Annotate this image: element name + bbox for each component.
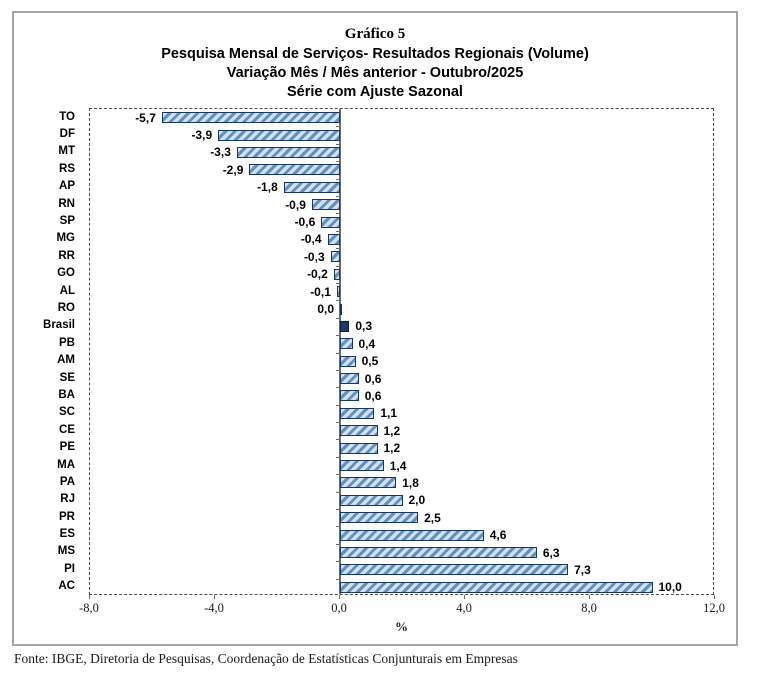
category-label: SE [59, 371, 75, 384]
bar-value-label: 1,2 [383, 441, 401, 456]
bar-value-label: -3,3 [210, 145, 231, 160]
bar-value-label: 1,8 [402, 475, 419, 490]
zero-axis-tick [336, 474, 340, 475]
bar-value-label: 0,4 [358, 336, 376, 351]
bar [340, 460, 384, 471]
category-label: AC [58, 580, 75, 593]
x-tick-label: -8,0 [79, 601, 99, 615]
bar [340, 338, 353, 349]
zero-axis-tick [336, 335, 340, 336]
bar [340, 443, 378, 454]
x-axis-tickmark [589, 595, 590, 599]
zero-axis-tick [336, 266, 340, 267]
zero-axis-tick [336, 196, 340, 197]
bar-value-label: 0,3 [355, 319, 373, 334]
chart-subtitle-2: Variação Mês / Mês anterior - Outubro/2025 [226, 65, 524, 81]
bar [340, 356, 356, 367]
category-label: CE [59, 423, 75, 436]
category-label: RN [58, 197, 75, 210]
bar-value-label: -0,6 [294, 215, 316, 230]
x-axis-tickmark [464, 595, 465, 599]
zero-axis-tick [336, 248, 340, 249]
category-label: MA [57, 458, 75, 471]
zero-axis-tick [336, 561, 340, 562]
bar [237, 147, 340, 158]
bar-value-label: 1,2 [383, 423, 401, 438]
x-tick-label: 8,0 [581, 601, 597, 615]
zero-axis-tick [336, 387, 340, 388]
category-label: TO [59, 110, 75, 123]
x-axis-tickmark [89, 595, 90, 599]
zero-axis-tick [336, 526, 340, 527]
bar-value-label: -3,9 [191, 128, 213, 143]
zero-axis-tick [336, 370, 340, 371]
category-label: RR [58, 249, 75, 262]
bar [334, 269, 340, 280]
bar [340, 530, 484, 541]
bar [340, 304, 342, 315]
category-label: RJ [60, 493, 75, 506]
bar-highlight [340, 321, 349, 332]
chart-title: Gráfico 5 [344, 26, 406, 42]
chart-frame [12, 11, 738, 646]
zero-axis-tick [336, 231, 340, 232]
zero-axis-tick [336, 283, 340, 284]
zero-axis-tick [336, 509, 340, 510]
x-tick-label: 12,0 [703, 601, 725, 615]
bar [340, 564, 568, 575]
category-label: AL [59, 284, 75, 297]
bar [340, 582, 653, 593]
category-label: AM [57, 354, 75, 367]
x-tick-label: 0,0 [331, 601, 347, 615]
zero-axis-tick [336, 213, 340, 214]
bar-value-label: -5,7 [135, 110, 156, 125]
bar [340, 425, 378, 436]
zero-axis-tick [336, 422, 340, 423]
x-axis-label: % [395, 619, 408, 634]
category-label: GO [57, 267, 75, 280]
bar [218, 130, 340, 141]
bar-value-label: -0,9 [285, 197, 306, 212]
bar-value-label: 0,6 [364, 371, 382, 386]
bar [340, 477, 396, 488]
category-label: RS [59, 162, 75, 175]
category-label: PA [59, 475, 75, 488]
chart-subtitle-1: Pesquisa Mensal de Serviços- Resultados Regionais (Volume) [161, 46, 589, 62]
x-axis-tickmark [339, 595, 340, 599]
bar [340, 512, 418, 523]
bar-value-label: 0,0 [317, 302, 334, 317]
category-label: PI [64, 562, 75, 575]
bar-value-label: 2,5 [424, 510, 441, 525]
bar-value-label: -0,4 [300, 232, 322, 247]
bar-value-label: -2,9 [222, 162, 244, 177]
x-tick-label: -4,0 [204, 601, 224, 615]
chart-subtitle-3: Série com Ajuste Sazonal [287, 84, 463, 100]
category-label: DF [59, 128, 75, 141]
zero-axis-tick [336, 126, 340, 127]
category-label: MS [57, 545, 75, 558]
bar-value-label: 7,3 [574, 562, 591, 577]
bar-value-label: 2,0 [408, 493, 426, 508]
bar [340, 547, 537, 558]
zero-axis-tick [336, 492, 340, 493]
bar [340, 495, 403, 506]
bar-value-label: 0,5 [361, 354, 379, 369]
bar [337, 286, 340, 297]
zero-axis-tick [336, 579, 340, 580]
category-label: ES [59, 528, 75, 541]
zero-axis-tick [336, 300, 340, 301]
bar [340, 373, 359, 384]
zero-axis-tick [336, 457, 340, 458]
x-axis-tickmark [714, 595, 715, 599]
chart-header [14, 23, 736, 102]
category-label: MG [56, 232, 75, 245]
category-label: MT [58, 145, 75, 158]
category-label: Brasil [43, 319, 75, 332]
x-axis-tickmark [214, 595, 215, 599]
zero-axis-tick [336, 179, 340, 180]
x-axis [79, 595, 725, 621]
bar-value-label: -0,2 [307, 267, 328, 282]
bar [249, 164, 340, 175]
bar-value-label: -0,3 [303, 249, 325, 264]
bar-value-label: 1,1 [380, 406, 398, 421]
zero-axis-tick [336, 544, 340, 545]
category-label: SP [59, 215, 75, 228]
category-labels [16, 108, 82, 595]
category-label: PR [59, 510, 75, 523]
bar [340, 390, 359, 401]
bar-value-label: 4,6 [489, 528, 507, 543]
zero-axis-tick [336, 353, 340, 354]
bar [312, 199, 340, 210]
category-label: BA [58, 388, 75, 401]
bar [321, 217, 340, 228]
bar-value-label: 1,4 [389, 458, 407, 473]
x-tick-label: 4,0 [456, 601, 472, 615]
category-label: SC [59, 406, 75, 419]
bar [328, 234, 341, 245]
zero-axis-tick [336, 439, 340, 440]
bar-value-label: 6,3 [542, 545, 560, 560]
category-label: PB [59, 336, 75, 349]
category-label: PE [59, 441, 75, 454]
zero-axis-tick [336, 318, 340, 319]
bar [340, 408, 374, 419]
zero-axis-tick [336, 405, 340, 406]
bar-value-label: 0,6 [364, 388, 382, 403]
bar [331, 251, 340, 262]
source-note: Fonte: IBGE, Diretoria de Pesquisas, Coordenação de Estatísticas Conjunturais em Empresas [14, 651, 518, 666]
bar-value-label: -1,8 [257, 180, 278, 195]
zero-axis-tick [336, 161, 340, 162]
category-label: RO [57, 301, 75, 314]
bar [284, 182, 340, 193]
bar [162, 112, 340, 123]
bar-value-label: 10,0 [658, 580, 682, 595]
plot-area [89, 108, 714, 595]
bar-value-label: -0,1 [310, 284, 331, 299]
zero-axis-tick [336, 144, 340, 145]
plot-wrap [89, 108, 714, 595]
category-label: AP [59, 180, 75, 193]
